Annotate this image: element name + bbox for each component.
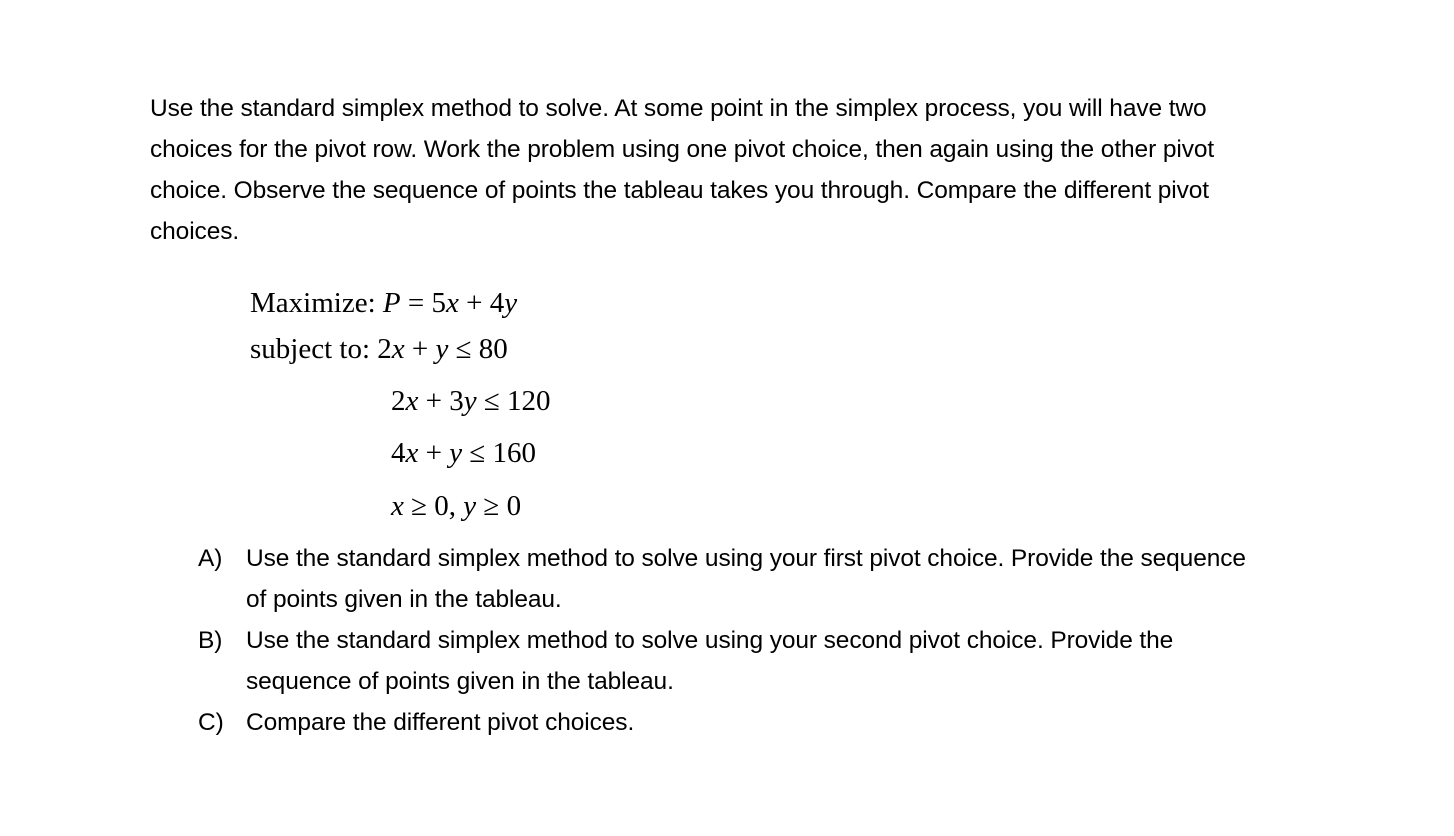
constraint-rhs: ≥ 0 — [476, 490, 522, 522]
constraint-coef: 2 — [391, 385, 406, 417]
part-text-line: Use the standard simplex method to solve using your first pivot choice. Provide the sequence — [246, 545, 1246, 572]
question-parts-list — [198, 538, 1418, 743]
objective-coef: 5 — [431, 287, 446, 319]
instructions-line: choice. Observe the sequence of points the tableau takes you through. Compare the different pivot — [150, 177, 1209, 204]
objective-variable: P — [382, 287, 401, 319]
question-part-b — [198, 620, 1418, 702]
instructions-line: choices for the pivot row. Work the problem using one pivot choice, then again using the other pivot — [150, 136, 1215, 163]
constraint-coef: 2 — [377, 333, 392, 365]
constraint-var-x: x — [391, 490, 404, 522]
constraint-1 — [250, 333, 508, 366]
question-part-a — [198, 538, 1418, 620]
objective-equals: = — [400, 287, 432, 319]
constraint-rhs: ≤ 120 — [476, 385, 551, 417]
nonnegativity-constraint — [391, 490, 521, 523]
objective-function — [250, 287, 517, 320]
objective-var-x: x — [445, 287, 459, 319]
constraint-rhs: ≤ 160 — [462, 437, 537, 469]
objective-label: Maximize: — [250, 287, 376, 319]
part-text-line: of points given in the tableau. — [246, 586, 562, 613]
constraint-var-x: x — [391, 333, 405, 365]
constraint-var-y: y — [435, 333, 449, 365]
constraint-label: subject to: — [250, 333, 371, 365]
part-marker: A) — [198, 545, 223, 572]
part-text-line: Use the standard simplex method to solve using your second pivot choice. Provide the — [246, 627, 1174, 654]
part-text-line: Compare the different pivot choices. — [246, 709, 635, 736]
constraint-3 — [391, 437, 536, 470]
constraint-op: + 3 — [418, 385, 464, 417]
instructions-line: choices. — [150, 218, 240, 245]
constraint-op: + — [418, 437, 450, 469]
constraint-2 — [391, 385, 551, 418]
constraint-var-x: x — [405, 437, 419, 469]
constraint-var-y: y — [463, 385, 477, 417]
constraint-op: + — [404, 333, 436, 365]
instructions-paragraph — [150, 88, 1400, 252]
constraint-var-y: y — [449, 437, 463, 469]
constraint-var-x: x — [405, 385, 419, 417]
part-text-line: sequence of points given in the tableau. — [246, 668, 674, 695]
constraint-coef: 4 — [391, 437, 406, 469]
objective-var-y: y — [504, 287, 518, 319]
constraint-var-y: y — [463, 490, 477, 522]
instructions-line: Use the standard simplex method to solve. At some point in the simplex process, you will have two — [150, 95, 1207, 122]
constraint-rhs: ≤ 80 — [448, 333, 508, 365]
constraint-rhs: ≥ 0, — [403, 490, 464, 522]
question-part-c — [198, 702, 1418, 743]
part-marker: C) — [198, 709, 224, 736]
objective-coef: + 4 — [458, 287, 505, 319]
part-marker: B) — [198, 627, 223, 654]
